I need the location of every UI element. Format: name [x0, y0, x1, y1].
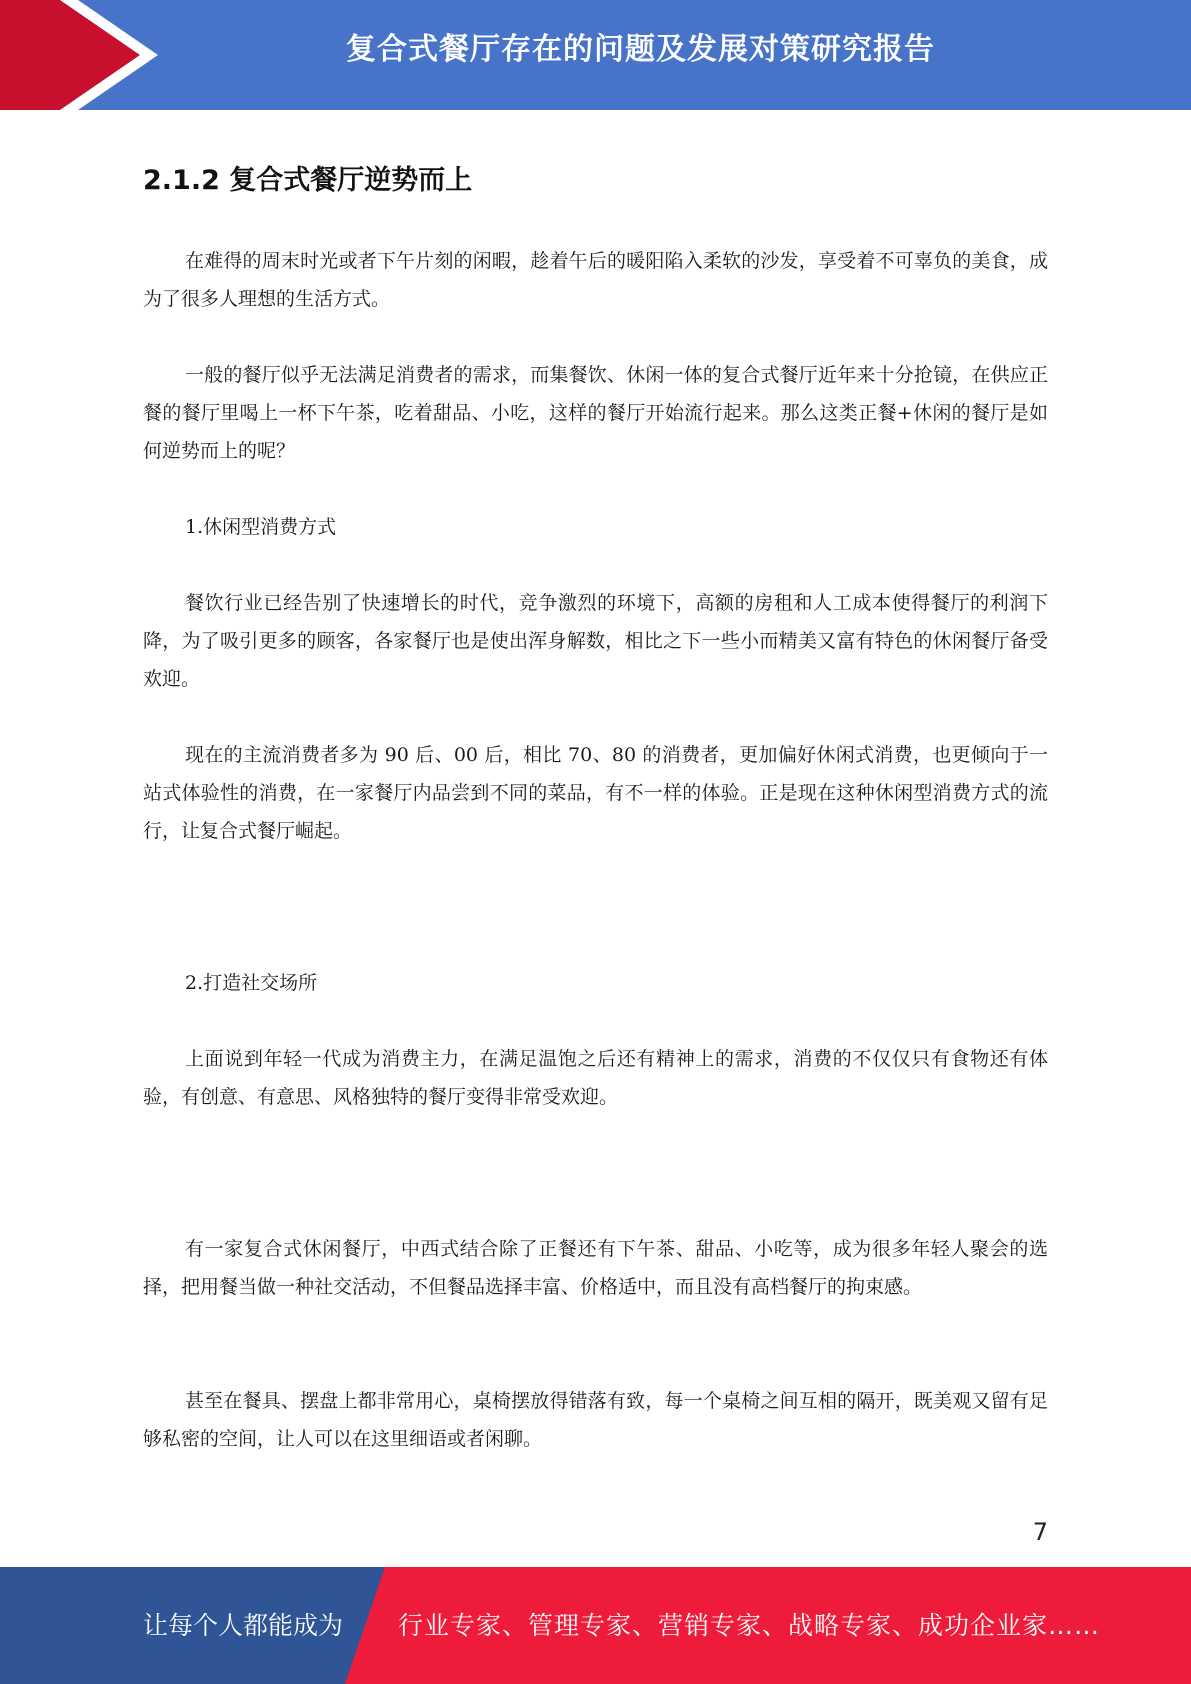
subheading-2: 2.打造社交场所	[185, 972, 318, 994]
footer-banner	[0, 1567, 1191, 1684]
paragraph-1: 在难得的周末时光或者下午片刻的闲暇，趁着午后的暖阳陷入柔软的沙发，享受着不可辜负的美食，成为了很多人理想的生活方式。	[143, 250, 1048, 310]
subheading-1: 1.休闲型消费方式	[185, 516, 337, 538]
section-heading: 2.1.2 复合式餐厅逆势而上	[143, 165, 473, 196]
paragraph-7: 甚至在餐具、摆盘上都非常用心，桌椅摆放得错落有致，每一个桌椅之间互相的隔开，既美观又留有足够私密的空间，让人可以在这里细语或者闲聊。	[143, 1390, 1048, 1450]
footer-slogan-right: 行业专家、管理专家、营销专家、战略专家、成功企业家……	[398, 1611, 1101, 1640]
paragraph-4: 现在的主流消费者多为 90 后、00 后，相比 70、80 的消费者，更加偏好休闲式消费，也更倾向于一站式体验性的消费，在一家餐厅内品尝到不同的菜品，有不一样的体验。正是现在这种休闲型消费方式的流行，让复合式餐厅崛起。	[143, 744, 1048, 842]
page-number: 7	[1032, 1518, 1048, 1546]
document-title	[160, 0, 1191, 100]
paragraph-5: 上面说到年轻一代成为消费主力，在满足温饱之后还有精神上的需求，消费的不仅仅只有食物还有体验，有创意、有意思、风格独特的餐厅变得非常受欢迎。	[143, 1048, 1048, 1108]
document-title-text: 复合式餐厅存在的问题及发展对策研究报告	[346, 32, 935, 67]
footer-slogan-left: 让每个人都能成为	[143, 1611, 344, 1640]
paragraph-6: 有一家复合式休闲餐厅，中西式结合除了正餐还有下午茶、甜品、小吃等，成为很多年轻人聚会的选择，把用餐当做一种社交活动，不但餐品选择丰富、价格适中，而且没有高档餐厅的拘束感。	[143, 1238, 1048, 1298]
header-ribbon-icon	[0, 0, 160, 110]
paragraph-2: 一般的餐厅似乎无法满足消费者的需求，而集餐饮、休闲一体的复合式餐厅近年来十分抢镜，在供应正餐的餐厅里喝上一杯下午茶，吃着甜品、小吃，这样的餐厅开始流行起来。那么这类正餐+休闲的餐厅是如何逆势而上的呢？	[143, 364, 1048, 462]
header-bar	[0, 0, 1191, 110]
paragraph-3: 餐饮行业已经告别了快速增长的时代，竞争激烈的环境下，高额的房租和人工成本使得餐厅的利润下降，为了吸引更多的顾客，各家餐厅也是使出浑身解数，相比之下一些小而精美又富有特色的休闲餐厅备受欢迎。	[143, 592, 1048, 690]
